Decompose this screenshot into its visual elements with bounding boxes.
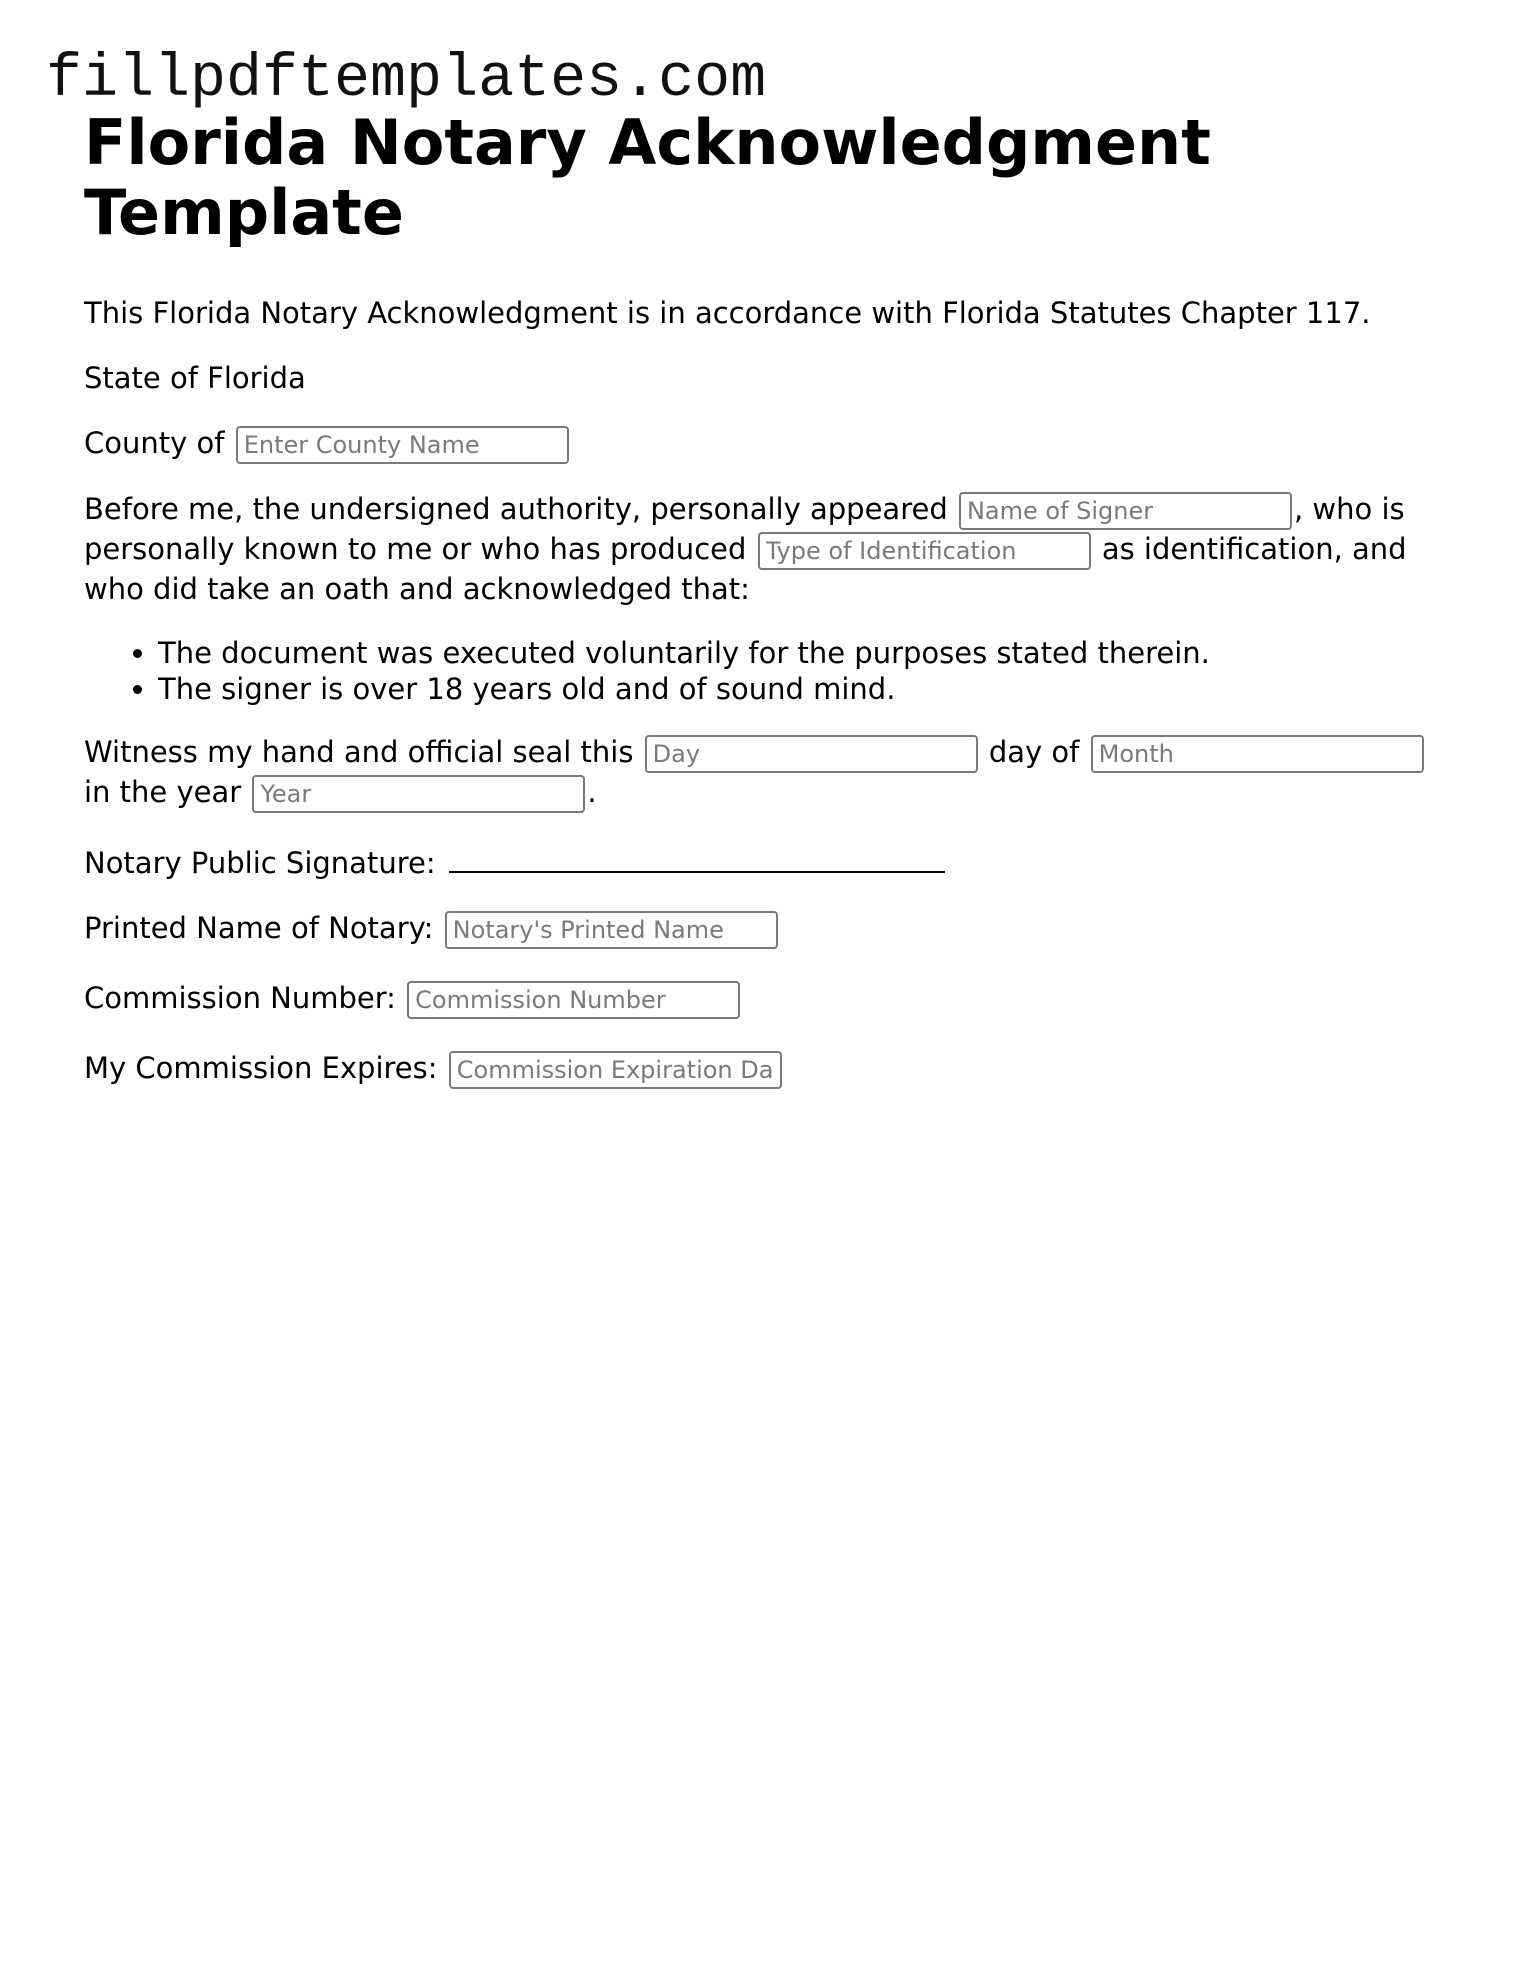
county-row [84, 424, 1444, 464]
notary-printed-name-input[interactable] [445, 911, 778, 949]
witness-text-3: in the year [84, 775, 242, 809]
appearance-text-2: , who is personally known to me or who has produced [84, 492, 1405, 566]
state-line: State of Florida [84, 361, 306, 395]
identification-type-input[interactable] [758, 532, 1091, 570]
witness-period: . [587, 775, 597, 809]
commission-expires-row [84, 1049, 1444, 1089]
document-body [84, 108, 1444, 1089]
printed-name-label: Printed Name of Notary: [84, 911, 434, 945]
commission-number-label: Commission Number: [84, 981, 396, 1015]
page-title: Florida Notary Acknowledgment Template [84, 106, 1211, 249]
intro-statement: This Florida Notary Acknowledgment is in accordance with Florida Statutes Chapter 117. [84, 296, 1371, 330]
notary-signature-row [84, 843, 1444, 883]
witness-text-2: day of [988, 735, 1080, 769]
site-watermark: fillpdftemplates.com [46, 46, 767, 114]
signature-line [449, 843, 945, 873]
commission-expiration-input[interactable] [449, 1051, 782, 1089]
witness-paragraph [84, 733, 1444, 813]
list-item: • The document was executed voluntarily for the purposes stated therein. [158, 635, 1444, 671]
notary-signature-label: Notary Public Signature: [84, 846, 436, 880]
commission-expires-label: My Commission Expires: [84, 1051, 438, 1085]
county-input[interactable] [236, 426, 569, 464]
month-input[interactable] [1091, 735, 1424, 773]
witness-text-1: Witness my hand and official seal this [84, 735, 634, 769]
appearance-text-3: as identification, and who did take an oath and acknowledged that: [84, 532, 1407, 606]
list-item: • The signer is over 18 years old and of sound mind. [158, 671, 1444, 707]
commission-number-row [84, 979, 1444, 1019]
signer-name-input[interactable] [959, 492, 1292, 530]
commission-number-input[interactable] [407, 981, 740, 1019]
appearance-text-1: Before me, the undersigned authority, personally appeared [84, 492, 948, 526]
appearance-paragraph [84, 490, 1444, 609]
county-label: County of [84, 426, 225, 460]
year-input[interactable] [252, 775, 585, 813]
printed-name-row [84, 909, 1444, 949]
acknowledgment-list [84, 635, 1444, 707]
day-input[interactable] [645, 735, 978, 773]
